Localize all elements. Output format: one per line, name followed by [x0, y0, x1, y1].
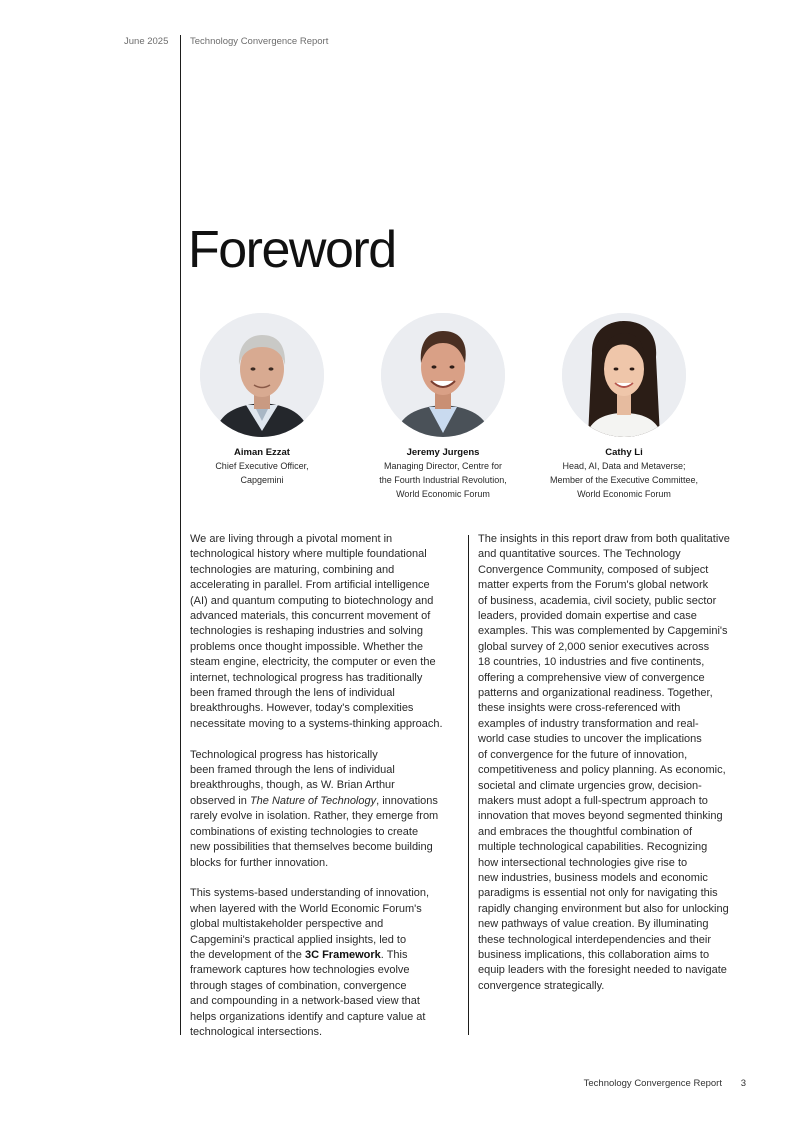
body-column-right	[478, 532, 753, 1010]
person-role: Chief Executive Officer, Capgemini	[215, 461, 309, 485]
person-role: Managing Director, Centre for the Fourth Industrial Revolution, World Economic Forum	[379, 461, 507, 499]
vertical-rule	[180, 35, 181, 1035]
portrait-photo	[200, 313, 324, 437]
header-report-title: Technology Convergence Report	[190, 36, 329, 47]
framework-name: 3C Framework	[304, 948, 381, 961]
paragraph-text: Technological progress has historically been framed through the lens of individual breakthroughs, though, as W. Brian Arthur observed in	[190, 748, 395, 807]
book-title: The Nature of Technology	[249, 794, 377, 807]
column-divider	[468, 535, 469, 1035]
page-title: Foreword	[188, 221, 396, 279]
paragraph	[190, 886, 465, 1040]
paragraph-text: . This framework captures how technologies evolve through stages of combination, convergence and compounding in a network-based view that helps organizations identify and capture value at technological intersections.	[190, 948, 426, 1038]
paragraph	[190, 748, 465, 871]
body-column-left	[190, 532, 465, 1056]
header-date: June 2025	[124, 36, 169, 47]
footer-report-title: Technology Convergence Report	[583, 1078, 722, 1089]
paragraph-text: This systems-based understanding of innovation, when layered with the World Economic Forum's global multistakeholder perspective and Capgemini's practical applied insights, led to the development of the	[190, 887, 430, 961]
paragraph: We are living through a pivotal moment in technological history where multiple foundational technologies are maturing, combining and accelerating in parallel. From artificial intelligence (AI) and quantum computing to biotechnology and advanced materials, this concurrent movement of technologies is reshaping industries and solving problems once thought impossible. Whether the steam engine, electricity, the computer or even the internet, technological progress has traditionally been framed through the lens of individual breakthroughs. However, today's complexities necessitate moving to a systems-thinking approach.	[190, 533, 443, 730]
portrait-photo	[562, 313, 686, 437]
person-name: Cathy Li	[605, 447, 643, 458]
person-card-cathy-li	[534, 313, 714, 501]
person-name: Aiman Ezzat	[234, 447, 290, 458]
page-number: 3	[740, 1078, 746, 1089]
person-card-aiman-ezzat	[172, 313, 352, 487]
paragraph-text: , innovations rarely evolve in isolation. Rather, they emerge from combinations of existing technologies to create new possibilities that themselves become building blocks for further innovation.	[190, 794, 439, 869]
portrait-photo	[381, 313, 505, 437]
paragraph: The insights in this report draw from both qualitative and quantitative sources. The Technology Convergence Community, composed of subject matter experts from the Forum's global network of business, academia, civil society, public sector leaders, provided domain expertise and case examples. This was complemented by Capgemini's global survey of 2,000 senior executives across 18 countries, 10 industries and five continents, offering a comprehensive view of convergence patterns and organizational readiness. Together, these insights were cross-referenced with examples of industry transformation and real- world case studies to uncover the implications of convergence for the future of innovation, competitiveness and policy planning. As economic, societal and climate urgencies grow, decision- makers must adopt a full-spectrum approach to innovation that moves beyond segmented thinking and embraces the thoughtful combination of multiple technological capabilities. Recognizing how intersectional technologies give rise to new industries, business models and economic paradigms is essential not only for navigating this rapidly changing environment but also for unlocking new pathways of value creation. By illuminating these technological interdependencies and their business implications, this collaboration aims to equip leaders with the foresight needed to navigate convergence strategically.	[478, 533, 730, 992]
person-role: Head, AI, Data and Metaverse; Member of the Executive Committee, World Economic Forum	[549, 461, 699, 499]
person-name: Jeremy Jurgens	[406, 447, 480, 458]
person-card-jeremy-jurgens	[353, 313, 533, 501]
